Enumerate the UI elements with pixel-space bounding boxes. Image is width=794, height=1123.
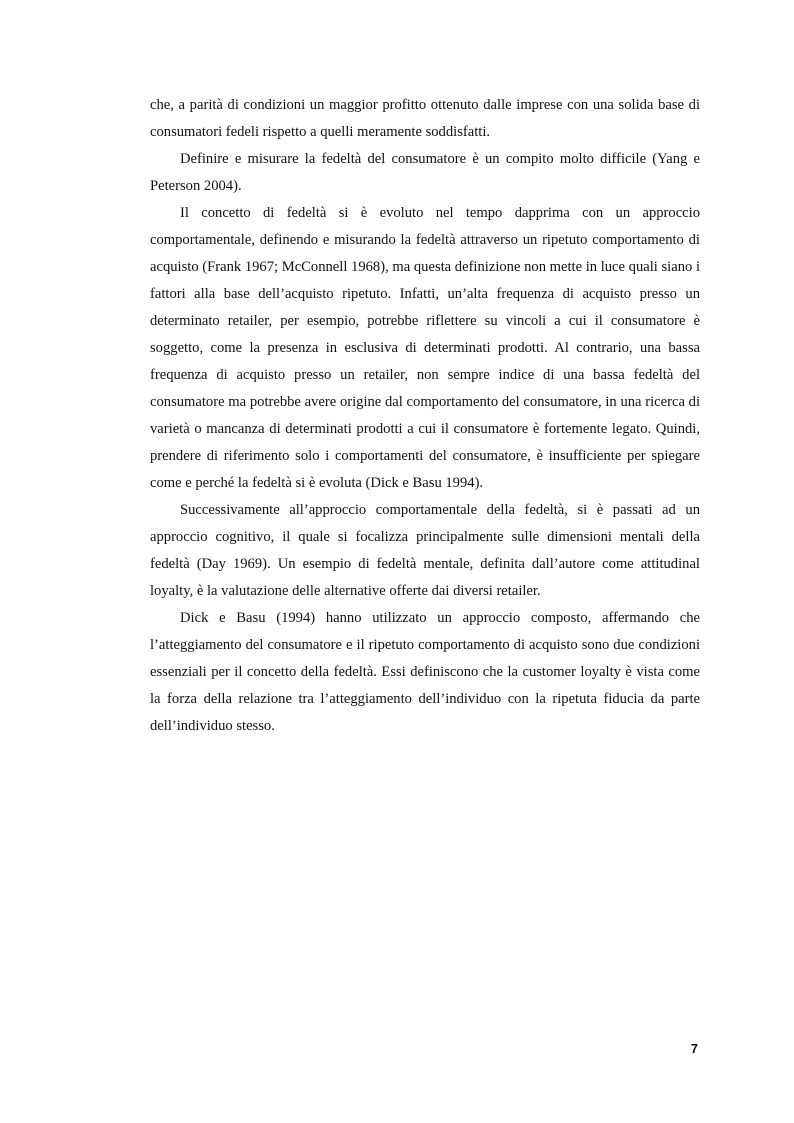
body-text [150, 92, 700, 740]
paragraph: Il concetto di fedeltà si è evoluto nel tempo dapprima con un approccio comportamentale, definendo e misurando la fedeltà attraverso un ripetuto comportamento di acquisto (Frank 1967; McConnell 1968), ma questa definizione non mette in luce quali siano i fattori alla base dell’acquisto ripetuto. Infatti, un’alta frequenza di acquisto presso un determinato retailer, per esempio, potrebbe riflettere su vincoli a cui il consumatore è soggetto, come la presenza in esclusiva di determinati prodotti. Al contrario, una bassa frequenza di acquisto presso un retailer, non sempre indice di una bassa fedeltà del consumatore ma potrebbe avere origine dal comportamento del consumatore, in una ricerca di varietà o mancanza di determinati prodotti a cui il consumatore è fortemente legato. Quindi, prendere di riferimento solo i comportamenti del consumatore, è insufficiente per spiegare come e perché la fedeltà si è evoluta (Dick e Basu 1994). [150, 205, 700, 491]
paragraph-continuation: che, a parità di condizioni un maggior profitto ottenuto dalle imprese con una solida base di consumatori fedeli rispetto a quelli meramente soddisfatti. [150, 97, 700, 140]
paragraph: Dick e Basu (1994) hanno utilizzato un approccio composto, affermando che l’atteggiamento del consumatore e il ripetuto comportamento di acquisto sono due condizioni essenziali per il concetto della fedeltà. Essi definiscono che la customer loyalty è vista come la forza della relazione tra l’atteggiamento dell’individuo con la ripetuta fiducia da parte dell’individuo stesso. [150, 610, 700, 734]
paragraph: Successivamente all’approccio comportamentale della fedeltà, si è passati ad un approccio cognitivo, il quale si focalizza principalmente sulle dimensioni mentali della fedeltà (Day 1969). Un esempio di fedeltà mentale, definita dall’autore come attitudinal loyalty, è la valutazione delle alternative offerte dai diversi retailer. [150, 502, 700, 599]
paragraph: Definire e misurare la fedeltà del consumatore è un compito molto difficile (Yang e Peterson 2004). [150, 151, 700, 194]
page-number: 7 [690, 1041, 698, 1056]
